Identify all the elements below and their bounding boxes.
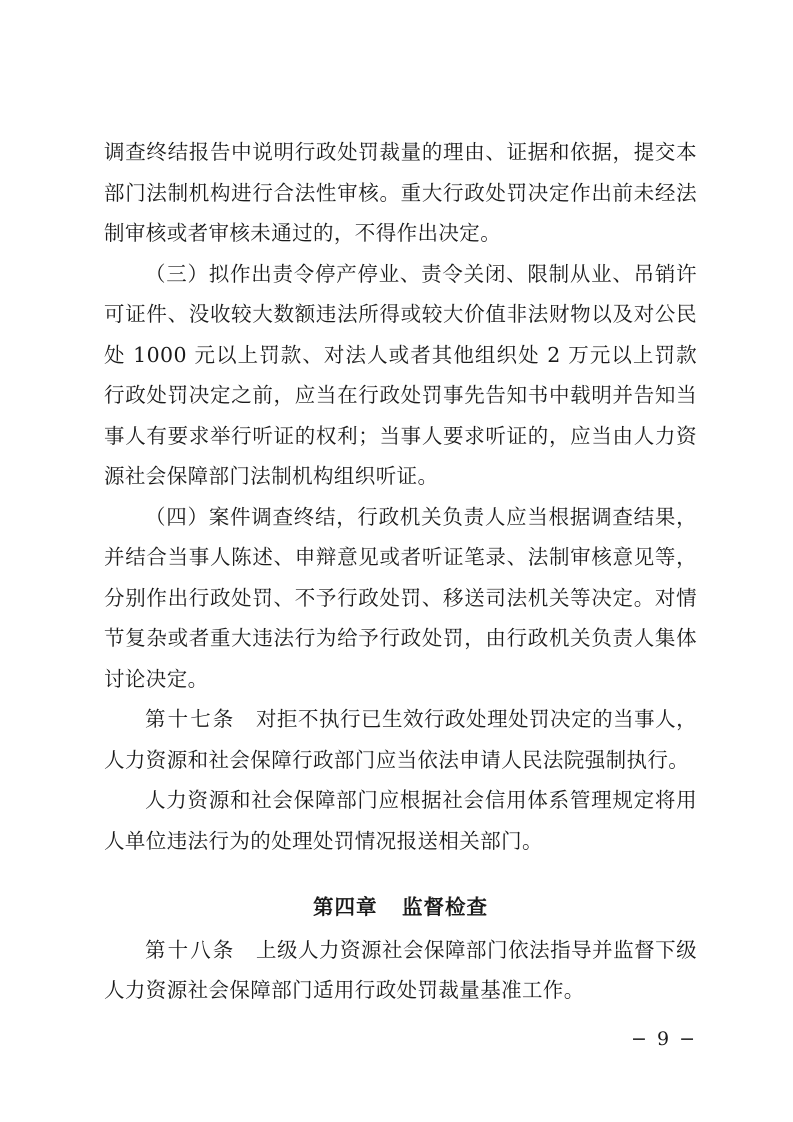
article-17-text: 对拒不执行已生效行政处理处罚决定的当事人，人力资源和社会保障行政部门应当依法申请人民法院强制执行。: [104, 707, 697, 772]
article-18-paragraph: [104, 930, 697, 1011]
chapter-number: 第四章: [312, 895, 378, 919]
paragraph-item-three: （三）拟作出责令停产停业、责令关闭、限制从业、吊销许可证件、没收较大数额违法所得或较大价值非法财物以及对公民处 1000 元以上罚款、对法人或者其他组织处 2 万元以上罚款行政处罚决定之前，应当在行政处罚事先告知书中载明并告知当事人有要求举行听证的权利；当事人要求听证的，应当由人力资源社会保障部门法制机构组织听证。: [104, 261, 697, 488]
chapter-title: 监督检查: [402, 895, 489, 919]
article-17-paragraph: [104, 699, 697, 780]
paragraph-item-four: （四）案件调查终结，行政机关负责人应当根据调查结果，并结合当事人陈述、申辩意见或者听证笔录、法制审核意见等，分别作出行政处罚、不予行政处罚、移送司法机关等决定。对情节复杂或者重大违法行为给予行政处罚，由行政机关负责人集体讨论决定。: [104, 504, 697, 691]
paragraph-continuation: 调查终结报告中说明行政处罚裁量的理由、证据和依据，提交本部门法制机构进行合法性审核。重大行政处罚决定作出前未经法制审核或者审核未通过的，不得作出决定。: [104, 140, 697, 245]
article-18-label: 第十八条: [145, 937, 236, 962]
article-18-text: 上级人力资源社会保障部门依法指导并监督下级人力资源社会保障部门适用行政处罚裁量基准工作。: [104, 937, 697, 1002]
page-number: − 9 −: [630, 1028, 697, 1050]
article-17-label: 第十七条: [145, 707, 236, 731]
document-body: [104, 132, 697, 1011]
chapter-heading: [104, 861, 697, 930]
article-17-second-paragraph: 人力资源和社会保障部门应根据社会信用体系管理规定将用人单位违法行为的处理处罚情况报送相关部门。: [104, 788, 697, 853]
